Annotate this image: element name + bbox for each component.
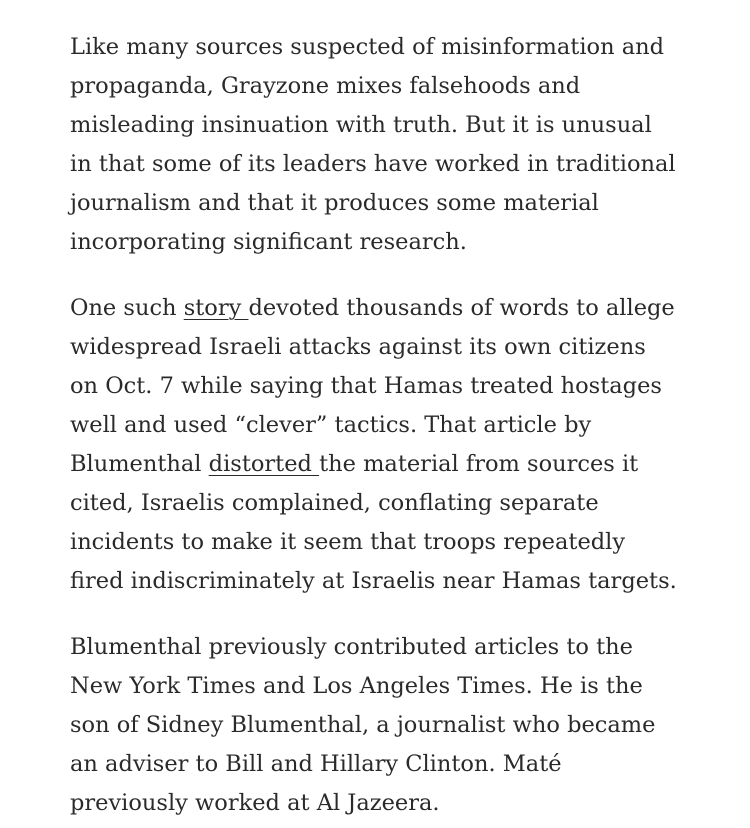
paragraph-text: One such (70, 295, 184, 321)
paragraph-text: devoted thousands of words to allege widespread Israeli attacks against its own citizens on Oct. 7 while saying that Hamas treated hostages well and used “clever” tactics. That article by Blumenthal (70, 295, 675, 477)
article-body (70, 28, 680, 823)
paragraph-text: the material from sources it cited, Israelis complained, conflating separate incidents to make it seem that troops repeatedly fired indiscriminately at Israelis near Hamas targets. (70, 451, 677, 594)
paragraph-background: Blumenthal previously contributed articles to the New York Times and Los Angeles Times. He is the son of Sidney Blumenthal, a journalist who became an adviser to Bill and Hillary Clinton. Maté previously worked at Al Jazeera. (70, 634, 656, 816)
distorted-link[interactable]: distorted (208, 451, 320, 477)
story-link[interactable]: story (183, 295, 249, 321)
paragraph-grayzone-overview: Like many sources suspected of misinformation and propaganda, Grayzone mixes falsehoods and misleading insinuation with truth. But it is unusual in that some of its leaders have worked in traditional journalism and that it produces some material incorporating significant research. (70, 34, 676, 255)
paragraph-story-analysis (70, 289, 680, 601)
